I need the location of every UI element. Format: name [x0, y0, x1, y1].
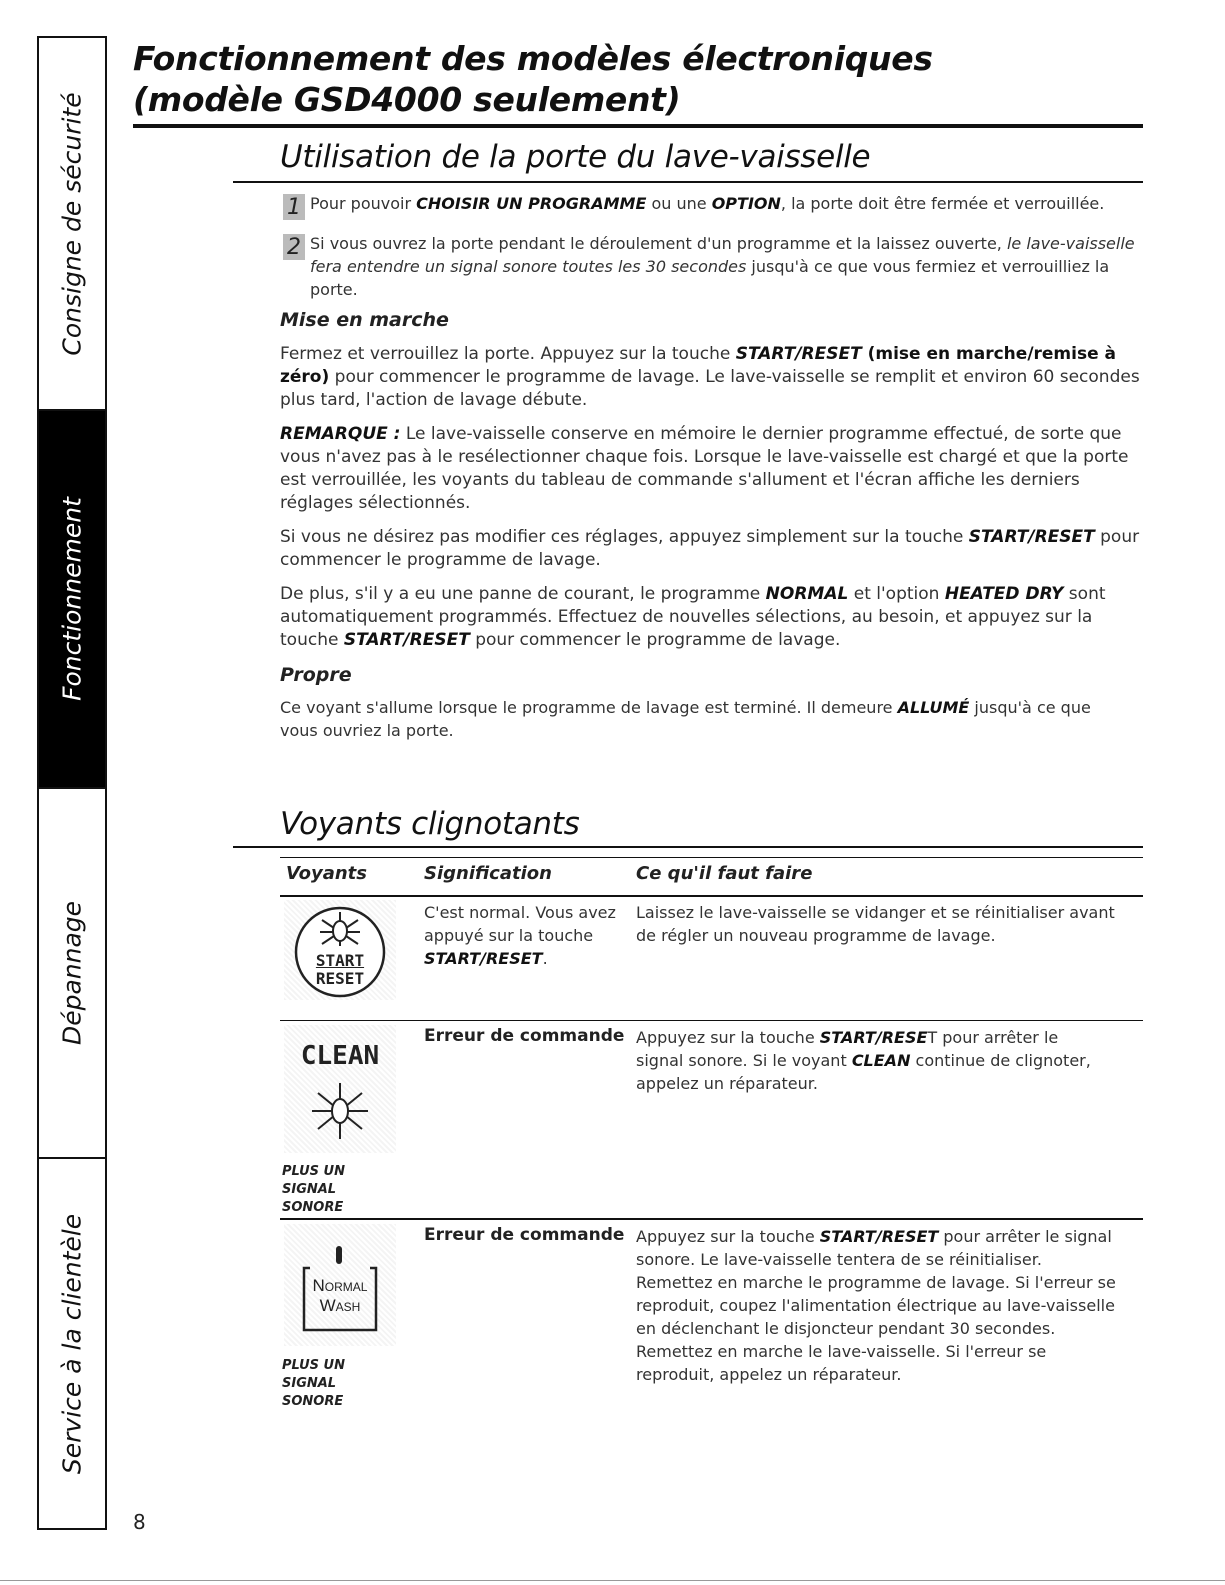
tab-label: Consigne de sécurité — [57, 91, 87, 356]
text: jusqu'à ce que vous ouvriez la porte. — [280, 698, 1091, 740]
tab-label: Dépannage — [57, 900, 87, 1046]
text: C'est normal. Vous avez appuyé sur la touche — [424, 903, 616, 945]
emphasis: NORMAL — [765, 584, 849, 604]
text: T pour arrêter le signal sonore. Si le voyant — [636, 1028, 1059, 1070]
emphasis: HEATED DRY — [944, 584, 1064, 604]
row-divider — [280, 1020, 1143, 1021]
heading-mise-en-marche: Mise en marche — [280, 309, 449, 331]
clean-icon-text: CLEAN — [300, 1041, 380, 1071]
tab-fonctionnement[interactable] — [39, 411, 105, 789]
title-rule — [133, 124, 1143, 128]
tab-depannage[interactable] — [39, 789, 105, 1159]
paragraph-remarque — [280, 423, 1140, 515]
text: Si vous ouvrez la porte pendant le déroulement d'un programme et la laissez ouverte, — [310, 234, 1007, 253]
start-reset-indicator-icon — [284, 900, 396, 1000]
icon-text-wash: Wash — [319, 1296, 361, 1315]
section-title-door: Utilisation de la porte du lave-vaisselle — [280, 139, 871, 175]
emphasis: START/RESET — [424, 949, 543, 968]
emphasis: REMARQUE : — [280, 424, 401, 444]
clean-indicator-icon — [284, 1025, 396, 1153]
text: pour commencer le programme de lavage. Le lave-vaisselle se remplit et environ 60 secondes plus tard, l'action de lavage débute. — [280, 367, 1140, 410]
start-reset-icon-label — [284, 952, 396, 988]
text: pour commencer le programme de lavage. — [469, 630, 841, 650]
icon-text-normal: Normal — [312, 1276, 368, 1295]
text: PLUS UN — [282, 1164, 345, 1179]
emphasis: START/RESET — [968, 527, 1095, 547]
tab-consigne-de-securite[interactable] — [39, 38, 105, 411]
column-header-voyants: Voyants — [286, 863, 367, 884]
page-number: 8 — [133, 1510, 146, 1534]
text: continue de clignoter, appelez un réparateur. — [636, 1051, 1091, 1093]
text: PLUS UN — [282, 1358, 345, 1373]
text: SIGNAL — [282, 1376, 337, 1391]
emphasis: START/RESET — [819, 1227, 939, 1246]
row2-plus-signal — [282, 1163, 345, 1217]
row-divider — [280, 1218, 1143, 1220]
text: Appuyez sur la touche — [636, 1028, 820, 1047]
heading-propre: Propre — [280, 664, 352, 686]
row3-signification: Erreur de commande — [424, 1225, 625, 1245]
text: ou une — [646, 194, 712, 213]
text: SIGNAL — [282, 1182, 337, 1197]
text: Appuyez sur la touche — [636, 1227, 820, 1246]
text: jusqu'à ce que vous fermiez et verrouilliez la porte. — [310, 257, 1110, 299]
row1-signification — [424, 901, 624, 970]
emphasis: CHOISIR UN PROGRAMME — [416, 194, 647, 213]
table-top-rule — [280, 857, 1143, 858]
sidebar-tabs — [37, 36, 107, 1530]
text: Si vous ne désirez pas modifier ces réglages, appuyez simplement sur la touche — [280, 527, 969, 547]
text: pour commencer le programme de lavage. — [280, 527, 1140, 570]
section-rule — [233, 846, 1143, 848]
tab-label: Fonctionnement — [57, 497, 87, 701]
step-1 — [283, 192, 1170, 220]
normal-wash-icon-label — [284, 1276, 396, 1316]
column-header-action: Ce qu'il faut faire — [636, 863, 813, 884]
row2-action — [636, 1026, 1106, 1095]
page-title-line1: Fonctionnement des modèles électroniques — [133, 39, 933, 78]
column-header-signification: Signification — [424, 863, 552, 884]
icon-text-start: START — [315, 951, 365, 970]
text: Le lave-vaisselle conserve en mémoire le dernier programme effectué, de sorte que vous n'avez pas à le resélectionner chaque fois. Lorsque le lave-vaisselle est chargé et que la porte est verrouillée, les voyants du tableau de commande s'allument et l'écran affiche les derniers réglages sélectionnés. — [280, 424, 1129, 513]
text: et l'option — [848, 584, 945, 604]
paragraph-mise-1 — [280, 343, 1140, 412]
text: . — [542, 949, 548, 968]
text: SONORE — [282, 1394, 344, 1409]
tab-service-a-la-clientele[interactable] — [39, 1159, 105, 1528]
text: Ce voyant s'allume lorsque le programme de lavage est terminé. Il demeure — [280, 698, 898, 717]
emphasis: ALLUMÉ — [897, 698, 970, 717]
emphasis: CLEAN — [851, 1051, 911, 1070]
text: pour arrêter le signal sonore. Le lave-vaisselle tentera de se réinitialiser. Remettez en marche le programme de lavage. Si l'erreur se reproduit, coupez l'alimentation électrique au lave-vaisselle en déclenchant le disjoncteur pendant 30 secondes. Remettez en marche le lave-vaisselle. Si l'erreur se reproduit, appelez un réparateur. — [636, 1227, 1116, 1384]
text: Pour pouvoir — [310, 194, 417, 213]
row1-action: Laissez le lave-vaisselle se vidanger et se réinitialiser avant de régler un nouveau programme de lavage. — [636, 903, 1115, 945]
step-number: 2 — [283, 234, 305, 260]
paragraph-mise-3 — [280, 526, 1140, 572]
page-bottom-line — [0, 1580, 1225, 1581]
emphasis: START/RESET — [735, 344, 862, 364]
row3-action — [636, 1225, 1116, 1386]
step-number: 1 — [283, 194, 305, 220]
emphasis: (mise en marche/remise à zéro) — [280, 344, 1117, 387]
page-title-line2: (modèle GSD4000 seulement) — [133, 80, 681, 119]
emphasis: START/RESET — [343, 630, 470, 650]
page-title — [133, 38, 1133, 120]
text: sont automatiquement programmés. Effectuez de nouvelles sélections, au besoin, et appuyez sur la touche — [280, 584, 1106, 650]
emphasis: OPTION — [711, 194, 781, 213]
emphasis: START/RESE — [819, 1028, 928, 1047]
icon-text-reset: RESET — [315, 969, 365, 988]
tab-label: Service à la clientèle — [57, 1213, 87, 1474]
table-header-rule — [280, 895, 1143, 897]
text: De plus, s'il y a eu une panne de courant, le programme — [280, 584, 766, 604]
text: SONORE — [282, 1200, 344, 1215]
text: , la porte doit être fermée et verrouillée. — [780, 194, 1105, 213]
paragraph-propre — [280, 696, 1120, 742]
row2-signification: Erreur de commande — [424, 1026, 625, 1046]
section-rule — [233, 181, 1143, 183]
flash-icon — [310, 1081, 370, 1141]
step-2 — [283, 232, 1150, 301]
normal-wash-indicator-icon — [284, 1224, 396, 1346]
text: Fermez et verrouillez la porte. Appuyez sur la touche — [280, 344, 736, 364]
paragraph-mise-4 — [280, 583, 1140, 652]
row3-plus-signal — [282, 1357, 345, 1411]
section-title-voyants: Voyants clignotants — [280, 806, 580, 842]
emphasis: le lave-vaisselle fera entendre un signal sonore toutes les 30 secondes — [310, 234, 1135, 276]
